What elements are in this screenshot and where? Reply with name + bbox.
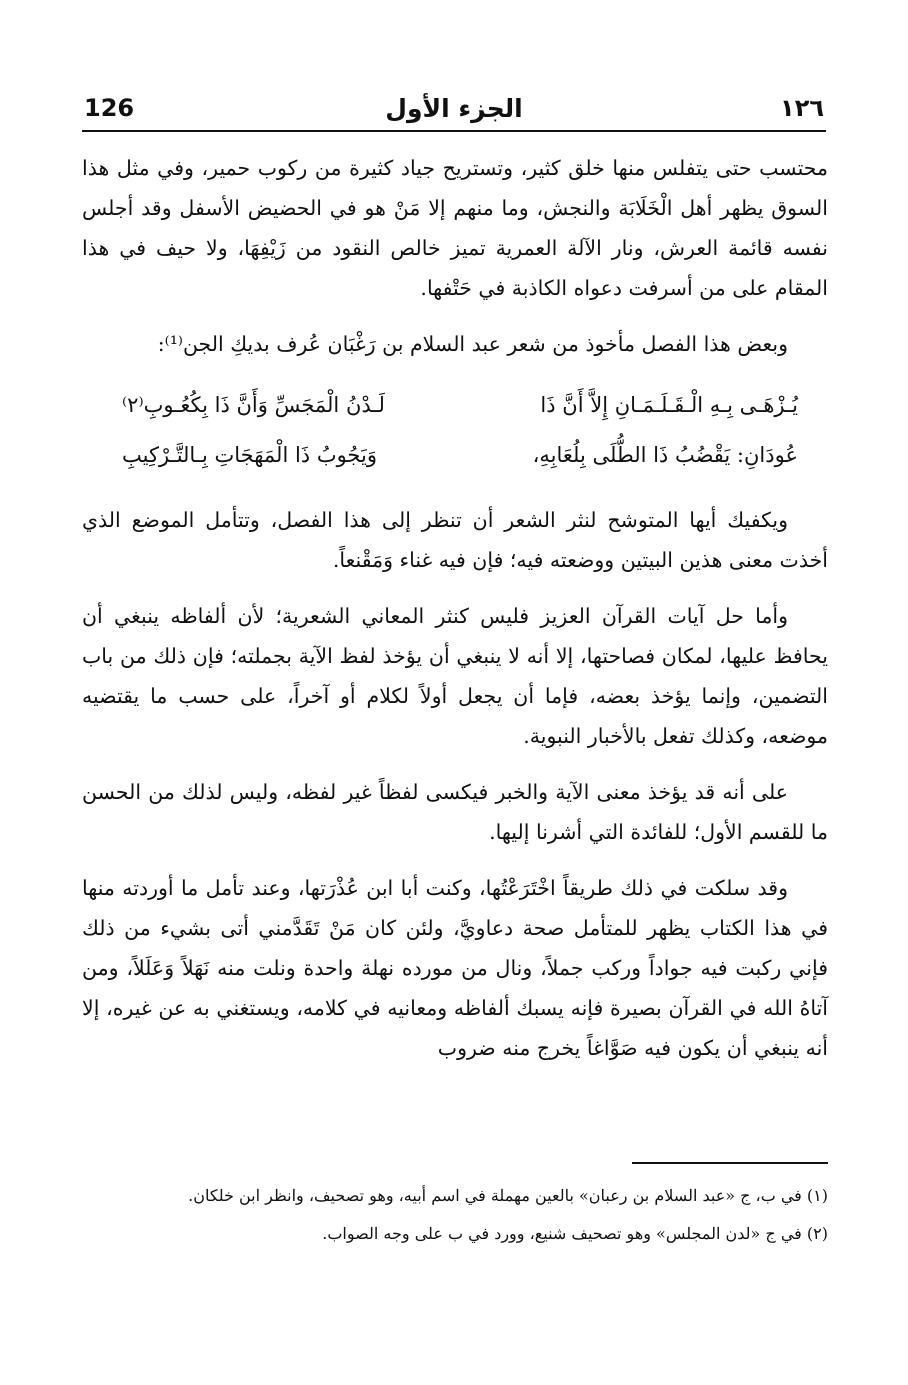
page-number-latin: 126 [84, 94, 135, 122]
hemistich-second: لَـدْنُ الْمَجَسِّ وَأَنَّ ذَا بِكُعُـوبِ⁽٢⁾ [122, 393, 385, 417]
footnote-separator [632, 1162, 828, 1164]
hemistich-second: وَيَجُوبُ ذَا الْمَهَجَاتِ بِـالتَّـرْكِيبِ [122, 443, 377, 467]
paragraph: وبعض هذا الفصل مأخوذ من شعر عبد السلام بن رَغْبَان عُرف بديكِ الجن⁽¹⁾: [157, 332, 788, 356]
page-number-arabic: ١٢٦ [780, 94, 824, 122]
paragraph: وأما حل آيات القرآن العزيز فليس كنثر المعاني الشعرية؛ لأن ألفاظه ينبغي أن يحافظ عليها، لمكان فصاحتها، إلا أنه لا ينبغي أن يؤخذ لفظ الآية بجملته؛ فإن ذلك من باب التضمين، وإنما يؤخذ بعضه، فإما أن يجعل أولاً لكلام أو آخراً، على حسب ما يقتضيه موضعه، وكذلك تفعل بالأخبار النبوية. [82, 604, 828, 748]
header-rule [82, 130, 826, 132]
hemistich-first: عُودَانِ: يَقْضُبُ ذَا الطُّلَى بِلُعَابِهِ، [532, 443, 798, 467]
paragraph: وقد سلكت في ذلك طريقاً اخْتَرَعْتُها، وكنت أبا ابن عُذْرَتها، وعند تأمل ما أوردته منها في هذا الكتاب يظهر للمتأمل صحة دعاويَّ، ولئن كان مَنْ تَقَدَّمني أتى بشيء من ذلك فإني ركبت فيه جواداً وركب جملاً، ونال من مورده نهلة واحدة ونلت منه نَهَلاً وَعَلَلاً، ومن آتاهُ الله في القرآن بصيرة فإنه يسبك ألفاظه ومعانيه في كلامه، ويستغني به عن غيره، إلا أنه ينبغي أن يكون فيه صَوَّاغاً يخرج منه ضروب [82, 876, 828, 1060]
poem-verse [122, 430, 798, 480]
footnote: (١) في ب، ج «عبد السلام بن رعبان» بالعين مهملة في اسم أبيه، وهو تصحيف، وانظر ابن خلكان. [188, 1186, 828, 1205]
poem-verse [122, 380, 798, 430]
footnotes [82, 1180, 828, 1256]
page-header [82, 92, 826, 132]
paragraph: على أنه قد يؤخذ معنى الآية والخبر فيكسى لفظاً غير لفظه، وليس لذلك من الحسن ما للقسم الأول؛ للفائدة التي أشرنا إليها. [82, 780, 828, 844]
poem [122, 380, 798, 480]
paragraph: محتسب حتى يتفلس منها خلق كثير، وتستريح جياد كثيرة من ركوب حمير، وفي مثل هذا السوق يظهر أهل الْخَلَابَة والنجش، وما منهم إلا مَنْ هو في الحضيض الأسفل وقد أجلس نفسه قائمة العرش، ونار الآلة العمرية تميز خالص النقود من زَيْفِهَا، ولا حيف في هذا المقام على من أسرفت دعواه الكاذبة في حَتْفها. [82, 156, 828, 300]
hemistich-first: يُـزْهَـى بِـهِ الْـقَـلَـمَـانِ إِلاَّ أَنَّ ذَا [540, 393, 798, 417]
main-text [82, 148, 828, 1084]
paragraph: ويكفيك أيها المتوشح لنثر الشعر أن تنظر إلى هذا الفصل، وتتأمل الموضع الذي أخذت معنى هذين البيتين ووضعته فيه؛ فإن فيه غناء وَمَقْنعاً. [82, 508, 828, 572]
running-title: الجزء الأول [385, 94, 523, 123]
footnote: (٢) في ج «لدن المجلس» وهو تصحيف شنيع، وورد في ب على وجه الصواب. [322, 1224, 828, 1243]
